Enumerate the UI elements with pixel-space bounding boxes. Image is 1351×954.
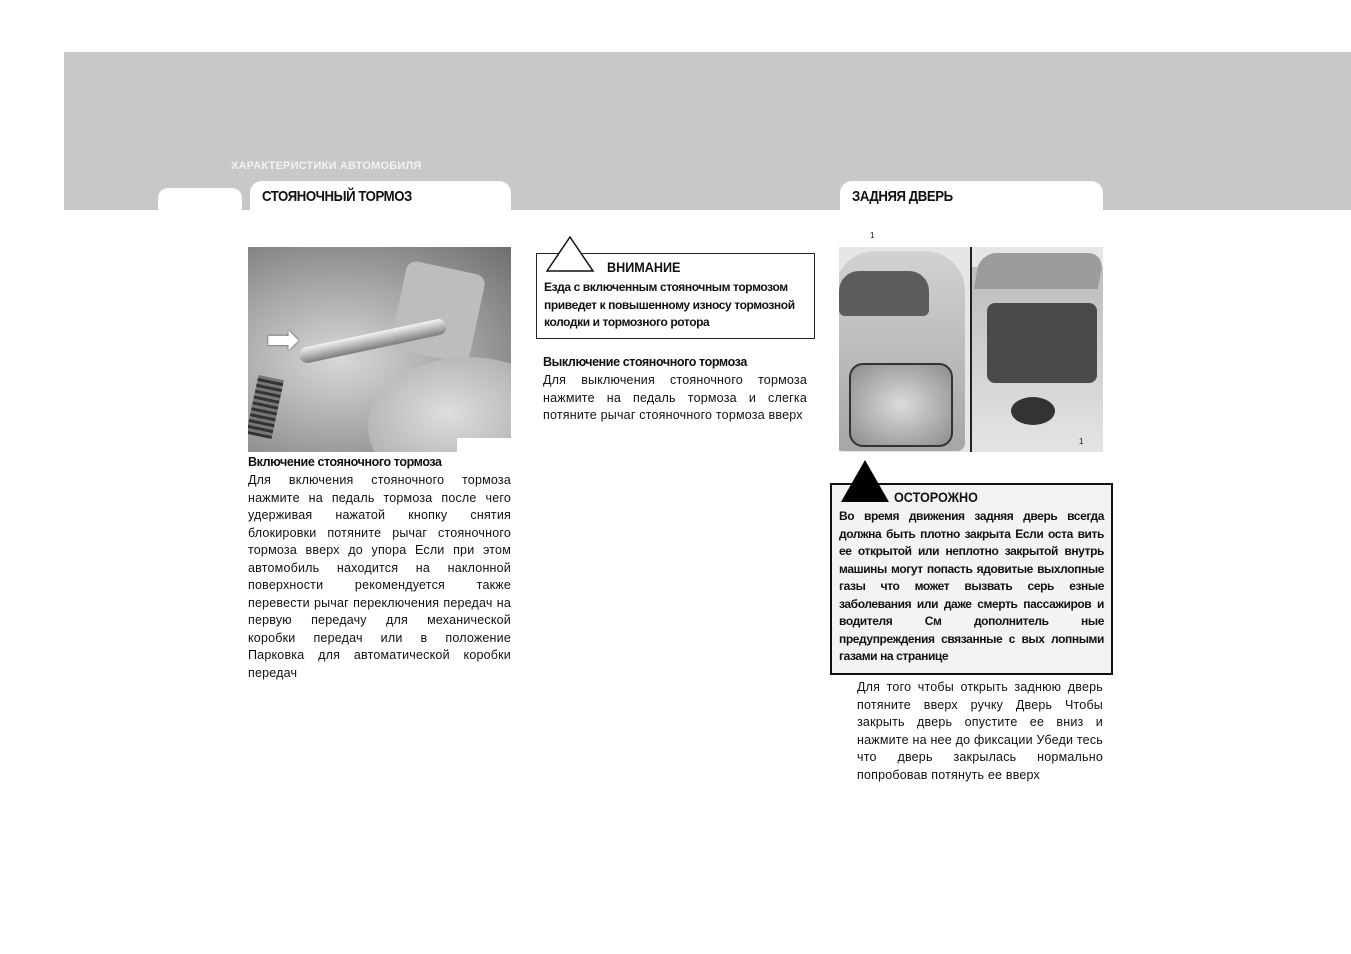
warning-text: Во время движения задняя дверь всегда должна быть плотно закрыта Если оста вить ее открытой или неплотно закрытой внутрь машины могут попасть ядовитые выхлопные газы что может вызвать серь езные заболевания или даже смерть пассажиров и водителя См дополнитель ные предупреждения связанные с вых лопными газами на странице — [839, 509, 1104, 663]
arrow-icon: ➡ — [266, 318, 300, 362]
page-number-tab — [158, 188, 242, 212]
parking-brake-title: СТОЯНОЧНЫЙ ТОРМОЗ — [262, 188, 412, 205]
vent — [248, 375, 284, 439]
release-text: Для выключения стояночного тормоза нажмите на педаль тормоза и слегка потяните рычаг стояночного тормоза вверх — [543, 373, 807, 422]
engage-heading: Включение стояночного тормоза — [248, 455, 442, 469]
center-console — [390, 260, 487, 365]
tailgate-title: ЗАДНЯЯ ДВЕРЬ — [852, 188, 953, 205]
figure-divider — [970, 247, 972, 452]
parking-brake-illustration — [248, 247, 511, 452]
tailgate-title-tab — [840, 181, 1103, 213]
figure-label-top: 1 — [870, 231, 875, 240]
parking-brake-title-tab — [250, 181, 511, 213]
figure-corner — [457, 438, 511, 452]
engage-text: Для включения стояночного тормоза нажмите на педаль тормоза после чего удерживая нажатой кнопку снятия блокировки потяните рычаг стояночного тормоза вверх до упора Если при этом автомобиль находится на наклонной поверхности рекомендуется также перевести рычаг переключения передач на первую передачу для механической коробки передач или в положение Парковка для автоматической коробки передач — [248, 473, 511, 680]
handle-detail-zoom — [849, 363, 953, 447]
caution-text: Езда с включенным стояночным тормозом приведет к повышенному износу тормозной колодки и тормозного ротора — [544, 280, 795, 329]
caution-box — [536, 253, 815, 339]
open-hatch — [974, 253, 1103, 289]
release-heading: Выключение стояночного тормоза — [543, 355, 747, 369]
warning-title: ОСТОРОЖНО — [894, 489, 978, 505]
caution-title: ВНИМАНИЕ — [607, 259, 681, 275]
cargo-area — [987, 303, 1097, 383]
tailgate-illustration — [839, 247, 1103, 452]
rear-window — [839, 271, 929, 316]
tailgate-instructions: Для того чтобы открыть заднюю дверь потяните вверх ручку Дверь Чтобы закрыть дверь опустите ее вниз и нажмите на нее до фиксации Убеди тесь что дверь закрылась нормально попробовав потянуть ее вверх — [857, 680, 1103, 782]
tire — [1011, 397, 1055, 425]
warning-box — [830, 483, 1113, 675]
figure-label-bottom: 1 — [1079, 437, 1084, 446]
warning-triangle-icon — [545, 236, 595, 272]
warning-triangle-solid-icon — [840, 459, 890, 503]
section-label: ХАРАКТЕРИСТИКИ АВТОМОБИЛЯ — [231, 160, 422, 172]
